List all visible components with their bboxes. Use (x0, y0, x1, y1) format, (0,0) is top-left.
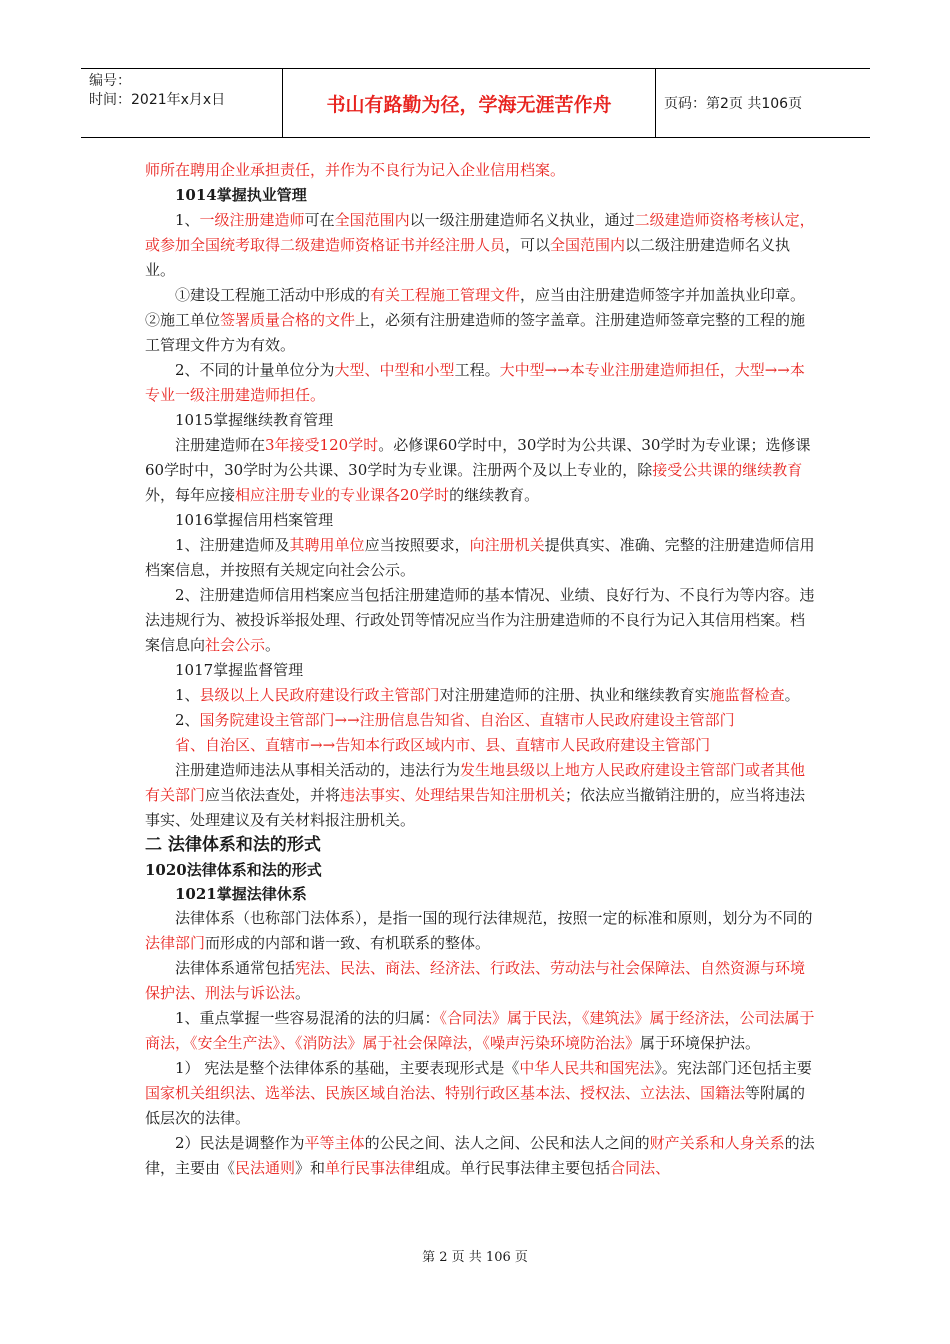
paragraph-1021-1: 法律体系（也称部门法体系），是指一国的现行法律规范，按照一定的标准和原则，划分为不同的法律部门而形成的内部和谐一致、有机联系的整体。 (145, 909, 813, 952)
section-1020-heading: 1020法律体系和法的形式 (145, 861, 322, 879)
header-motto: 书山有路勤为径，学海无涯苦作舟 (283, 69, 656, 137)
paragraph-1021-3: 1、重点掌握一些容易混淆的法的归属：《合同法》属于民法，《建筑法》属于经济法，公司法属于商法，《安全生产法》、《消防法》属于社会保障法，《噪声污染环境防治法》属于环境保护法。 (145, 1009, 815, 1052)
paragraph-1017-2a: 2、国务院建设主管部门→→注册信息告知省、自治区、直辖市人民政府建设主管部门 (175, 711, 735, 729)
paragraph-1014-3: 2、不同的计量单位分为大型、中型和小型工程。大中型→→本专业注册建造师担任，大型→→本专业一级注册建造师担任。 (145, 361, 805, 404)
paragraph-1014-1: 1、一级注册建造师可在全国范围内以一级注册建造师名义执业，通过二级建造师资格考核认定，或参加全国统考取得二级建造师资格证书并经注册人员，可以全国范围内以二级注册建造师名义执业。 (145, 211, 815, 279)
section-1021-heading: 1021掌握法律休系 (175, 885, 307, 903)
paragraph-1016-1: 1、注册建造师及其聘用单位应当按照要求，向注册机关提供真实、准确、完整的注册建造师信用档案信息，并按照有关规定向社会公示。 (145, 536, 815, 579)
paragraph-1017-1: 1、县级以上人民政府建设行政主管部门对注册建造师的注册、执业和继续教育实施监督检查。 (175, 686, 800, 704)
section-1015-heading: 1015掌握继续教育管理 (175, 411, 334, 429)
paragraph-1017-3: 注册建造师违法从事相关活动的，违法行为发生地县级以上地方人民政府建设主管部门或者其他有关部门应当依法查处，并将违法事实、处理结果告知注册机关；依法应当撤销注册的，应当将违法事实、处理建议及有关材料报注册机关。 (145, 761, 806, 829)
paragraph-1014-2: ①建设工程施工活动中形成的有关工程施工管理文件，应当由注册建造师签字并加盖执业印章。②施工单位签署质量合格的文件上，必须有注册建造师的签字盖章。注册建造师签章完整的工程的施工管理文件方为有效。 (145, 286, 806, 354)
page-footer: 第 2 页 共 106 页 (422, 1250, 528, 1265)
paragraph-1021-4: 1） 宪法是整个法律体系的基础，主要表现形式是《中华人民共和国宪法》。宪法部门还包括主要国家机关组织法、选举法、民族区域自治法、特别行政区基本法、授权法、立法法、国籍法等附属的低层次的法律。 (145, 1059, 812, 1127)
page-header (81, 68, 870, 138)
document-body (145, 158, 817, 1181)
paragraph-1017-2b: 省、自治区、直辖市→→告知本行政区域内市、县、直辖市人民政府建设主管部门 (175, 736, 711, 754)
paragraph-1015-1: 注册建造师在3年接受120学时。必修课60学时中，30学时为公共课、30学时为专业课；选修课60学时中，30学时为公共课、30学时为专业课。注册两个及以上专业的，除接受公共课的继续教育外，每年应接相应注册专业的专业课各20学时的继续教育。 (145, 436, 811, 504)
paragraph-1016-2: 2、注册建造师信用档案应当包括注册建造师的基本情况、业绩、良好行为、不良行为等内容。违法违规行为、被投诉举报处理、行政处罚等情况应当作为注册建造师的不良行为记入其信用档案。档案信息向社会公示。 (145, 586, 815, 654)
section-1017-heading: 1017掌握监督管理 (175, 661, 304, 679)
doc-number-label: 编号： (89, 73, 131, 89)
section-1016-heading: 1016掌握信用档案管理 (175, 511, 334, 529)
section-1014-heading: 1014掌握执业管理 (175, 186, 307, 204)
doc-date-label: 时间：2021年x月x日 (89, 92, 226, 108)
paragraph-line0: 师所在聘用企业承担责任，并作为不良行为记入企业信用档案。 (145, 161, 566, 179)
chapter-two-heading: 二 法律体系和法的形式 (145, 835, 321, 855)
paragraph-1021-5: 2）民法是调整作为平等主体的公民之间、法人之间、公民和法人之间的财产关系和人身关系的法律，主要由《民法通则》和单行民事法律组成。单行民事法律主要包括合同法、 (145, 1134, 815, 1177)
paragraph-1021-2: 法律体系通常包括宪法、民法、商法、经济法、行政法、劳动法与社会保障法、自然资源与环境保护法、刑法与诉讼法。 (145, 959, 806, 1002)
header-meta (81, 69, 283, 137)
header-page-number: 页码：第2页 共106页 (664, 96, 803, 112)
